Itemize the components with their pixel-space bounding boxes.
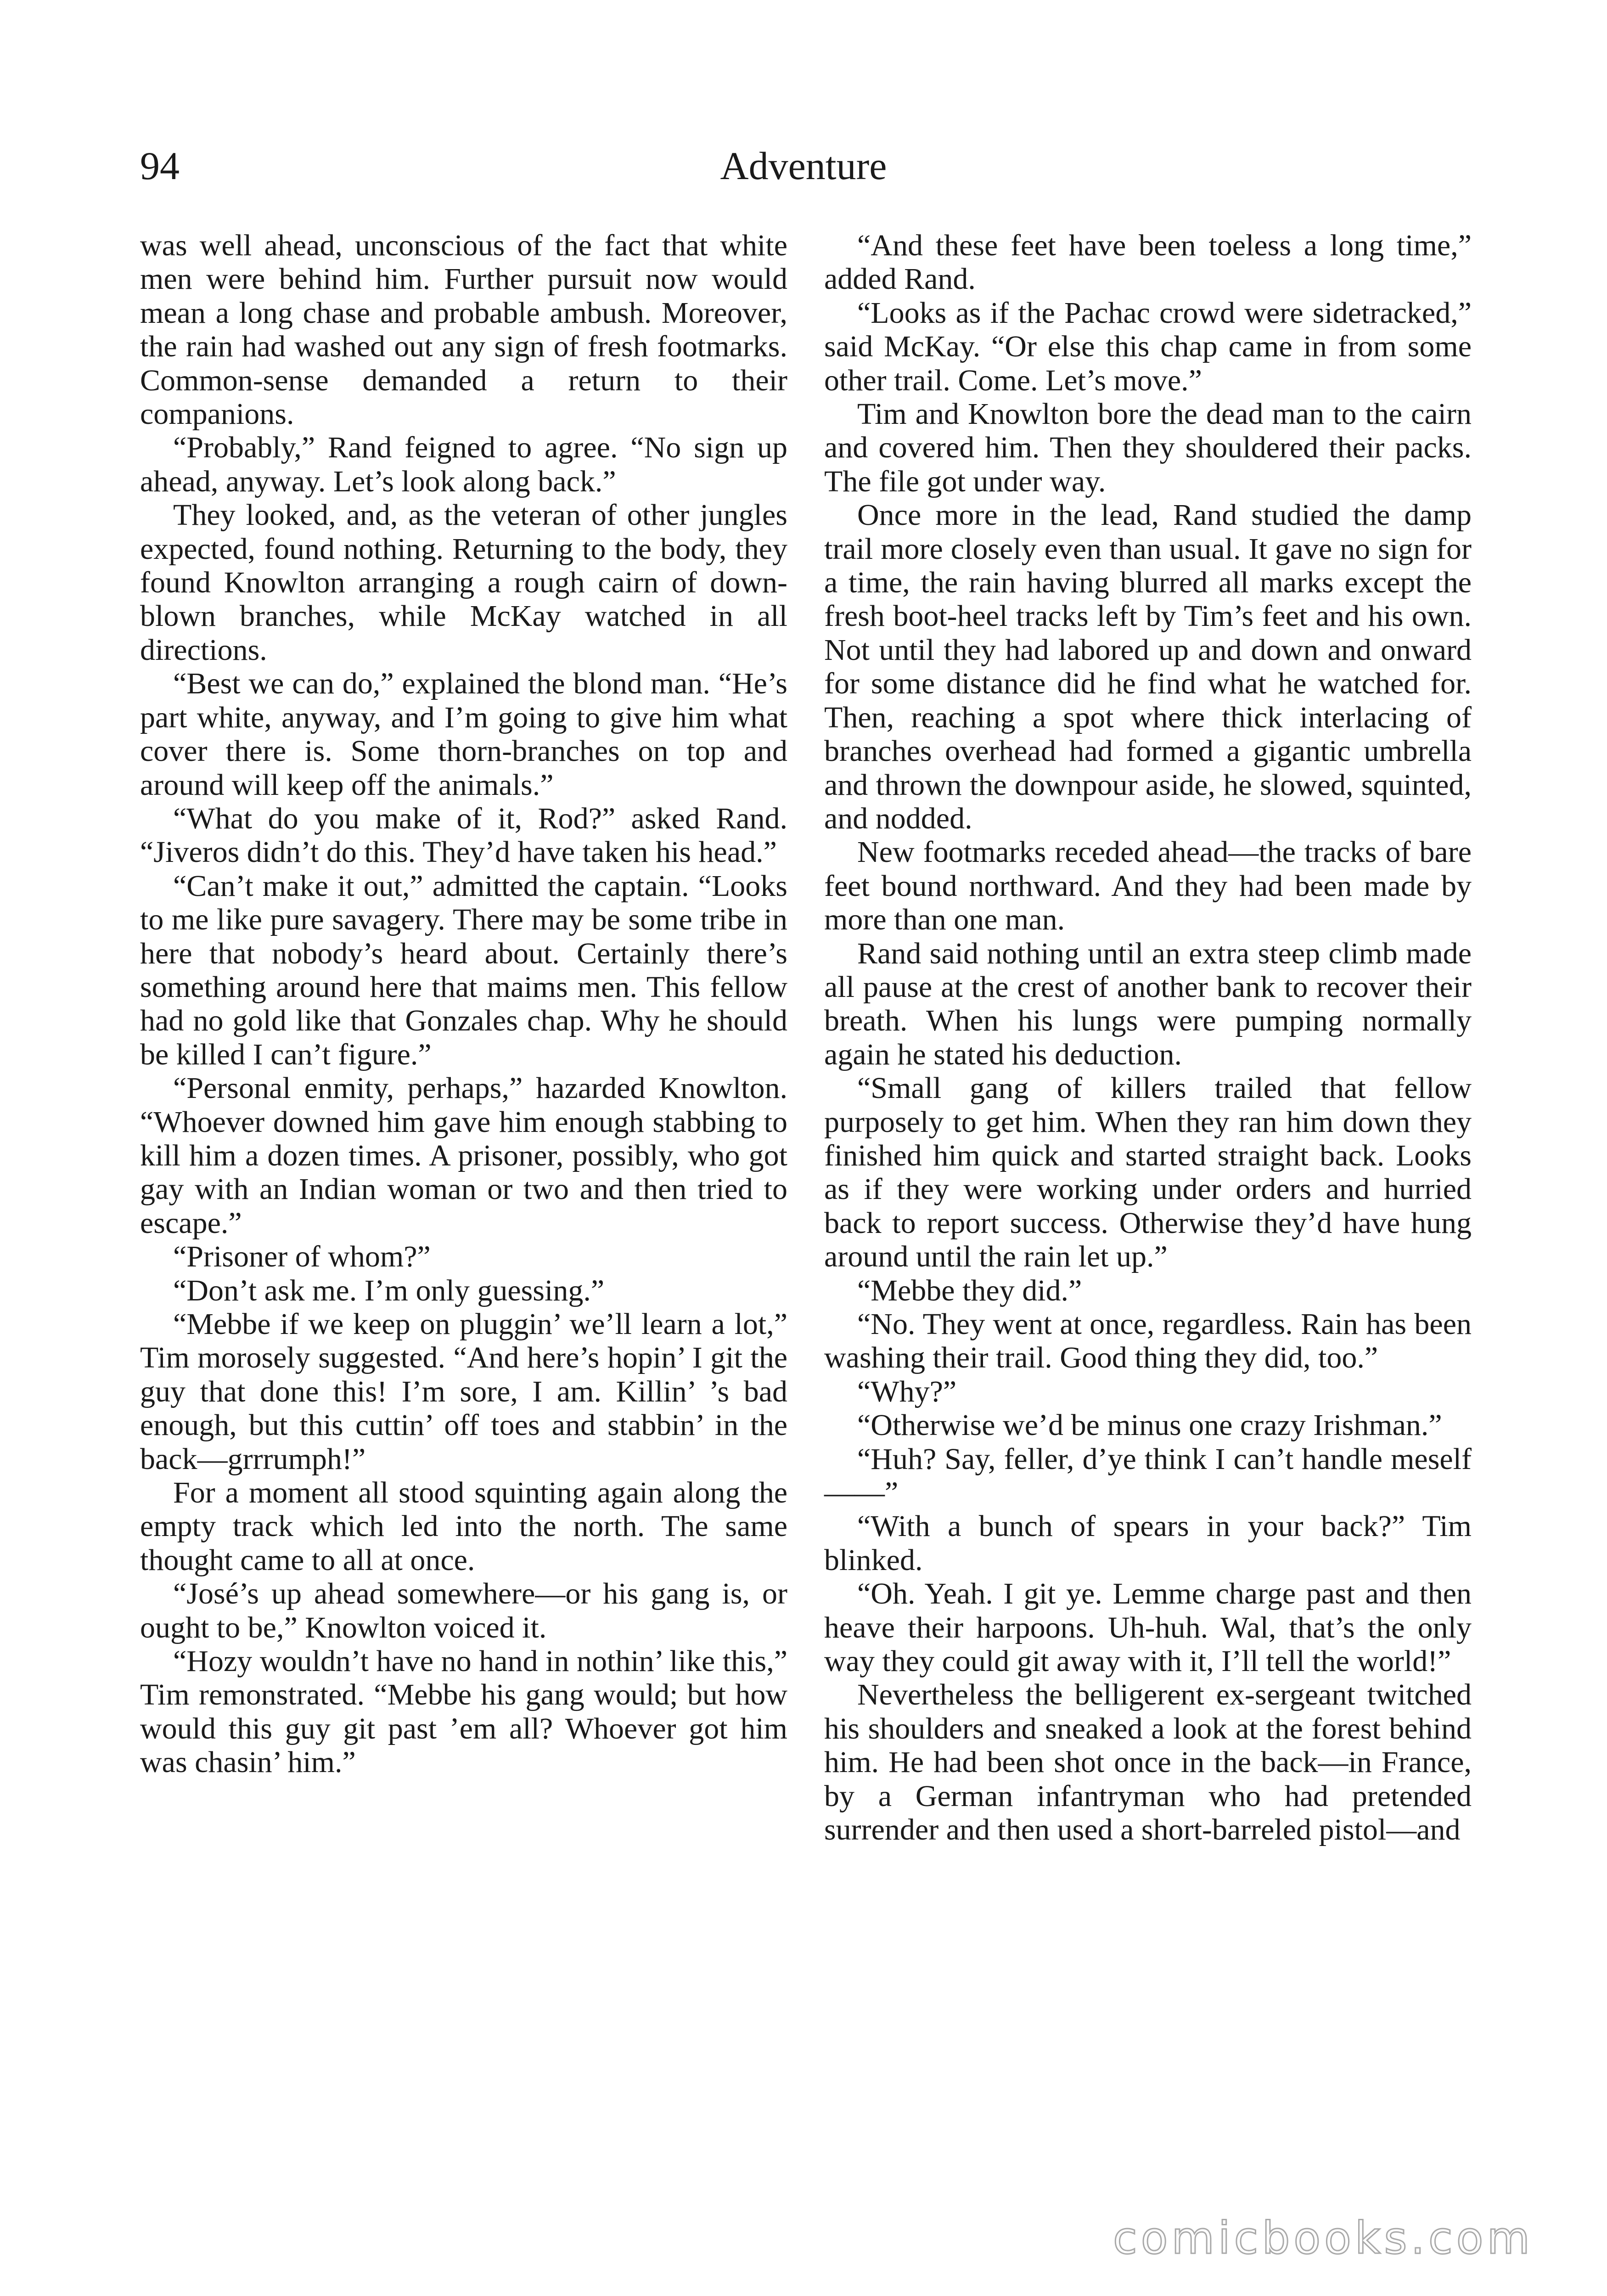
running-head-title: Adventure [720, 144, 887, 188]
paragraph: “Oh. Yeah. I git ye. Lemme charge past and then heave their harpoons. Uh-huh. Wal, that’s the only way they could git away with it, I’ll tell the world!” [824, 1577, 1472, 1678]
paragraph: “No. They went at once, regardless. Rain has been washing their trail. Good thing they did, too.” [824, 1307, 1472, 1375]
paragraph: Tim and Knowlton bore the dead man to the cairn and covered him. Then they shouldered their packs. The file got under way. [824, 397, 1472, 498]
paragraph: “Prisoner of whom?” [173, 1240, 431, 1274]
paragraph: “Small gang of killers trailed that fellow purposely to get him. When they ran him down they finished him quick and started straight back. Looks as if they were working under orders and hurried back to report success. Otherwise they’d have hung around until the rain let up.” [824, 1071, 1472, 1274]
left-column [140, 229, 787, 1779]
paragraph: “Can’t make it out,” admitted the captain. “Looks to me like pure savagery. There may be some tribe in here that nobody’s heard about. Certainly there’s something around here that maims men. This fellow had no gold like that Gonzales chap. Why he should be killed I can’t figure.” [140, 869, 787, 1071]
paragraph: “Mebbe they did.” [857, 1273, 1082, 1307]
paragraph: “And these feet have been toeless a long time,” added Rand. [824, 229, 1472, 296]
paragraph: “Best we can do,” explained the blond man. “He’s part white, anyway, and I’m going to give him what cover there is. Some thorn-branches on top and around will keep off the animals.” [140, 667, 787, 802]
watermark: comicbooks.com [1113, 2212, 1534, 2264]
page-number: 94 [140, 144, 180, 188]
paragraph: Once more in the lead, Rand studied the damp trail more closely even than usual. It gave no sign for a time, the rain having blurred all marks except the fresh boot-heel tracks left by Tim’s feet and his own. Not until they had labored up and down and onward for some distance did he find what he watched for. Then, reaching a spot where thick interlacing of branches overhead had formed a gigantic umbrella and thrown the downpour aside, he slowed, squinted, and nodded. [824, 498, 1472, 835]
paragraph: “Hozy wouldn’t have no hand in nothin’ like this,” Tim remonstrated. “Mebbe his gang would; but how would this guy git past ’em all? Whoever got him was chasin’ him.” [140, 1644, 787, 1779]
paragraph: “Don’t ask me. I’m only guessing.” [173, 1273, 605, 1307]
paragraph: “Mebbe if we keep on pluggin’ we’ll learn a lot,” Tim morosely suggested. “And here’s hopin’ I git the guy that done this! I’m sore, I am. Killin’ ’s bad enough, but this cuttin’ off toes and stabbin’ in the back—grrrumph!” [140, 1307, 787, 1476]
paragraph: They looked, and, as the veteran of other jungles expected, found nothing. Returning to the body, they found Knowlton arranging a rough cairn of down-blown branches, while McKay watched in all directions. [140, 498, 787, 667]
paragraph: “What do you make of it, Rod?” asked Rand. “Jiveros didn’t do this. They’d have taken his head.” [140, 801, 787, 869]
paragraph: “Huh? Say, feller, d’ye think I can’t handle meself——” [824, 1442, 1472, 1510]
paragraph: New footmarks receded ahead—the tracks of bare feet bound northward. And they had been made by more than one man. [824, 835, 1472, 937]
paragraph: “Personal enmity, perhaps,” hazarded Knowlton. “Whoever downed him gave him enough stabbing to kill him a dozen times. A prisoner, possibly, who got gay with an Indian woman or two and then tried to escape.” [140, 1071, 787, 1240]
right-column [824, 229, 1472, 1847]
paragraph: “Probably,” Rand feigned to agree. “No sign up ahead, anyway. Let’s look along back.” [140, 431, 787, 498]
paragraph: For a moment all stood squinting again along the empty track which led into the north. The same thought came to all at once. [140, 1476, 787, 1577]
paragraph: Nevertheless the belligerent ex-sergeant twitched his shoulders and sneaked a look at the forest behind him. He had been shot once in the back—in France, by a German infantryman who had pretended surrender and then used a short-barreled pistol—and [824, 1678, 1472, 1847]
paragraph: Rand said nothing until an extra steep climb made all pause at the crest of another bank to recover their breath. When his lungs were pumping normally again he stated his deduction. [824, 936, 1472, 1071]
paragraph: “José’s up ahead somewhere—or his gang is, or ought to be,” Knowlton voiced it. [140, 1577, 787, 1644]
paragraph: “With a bunch of spears in your back?” Tim blinked. [824, 1509, 1472, 1577]
paragraph: was well ahead, unconscious of the fact that white men were behind him. Further pursuit now would mean a long chase and probable ambush. Moreover, the rain had washed out any sign of fresh footmarks. Common-sense demanded a return to their companions. [140, 229, 787, 431]
paragraph: “Looks as if the Pachac crowd were sidetracked,” said McKay. “Or else this chap came in from some other trail. Come. Let’s move.” [824, 296, 1472, 397]
paragraph: “Why?” [857, 1374, 957, 1408]
paragraph: “Otherwise we’d be minus one crazy Irishman.” [857, 1408, 1442, 1442]
